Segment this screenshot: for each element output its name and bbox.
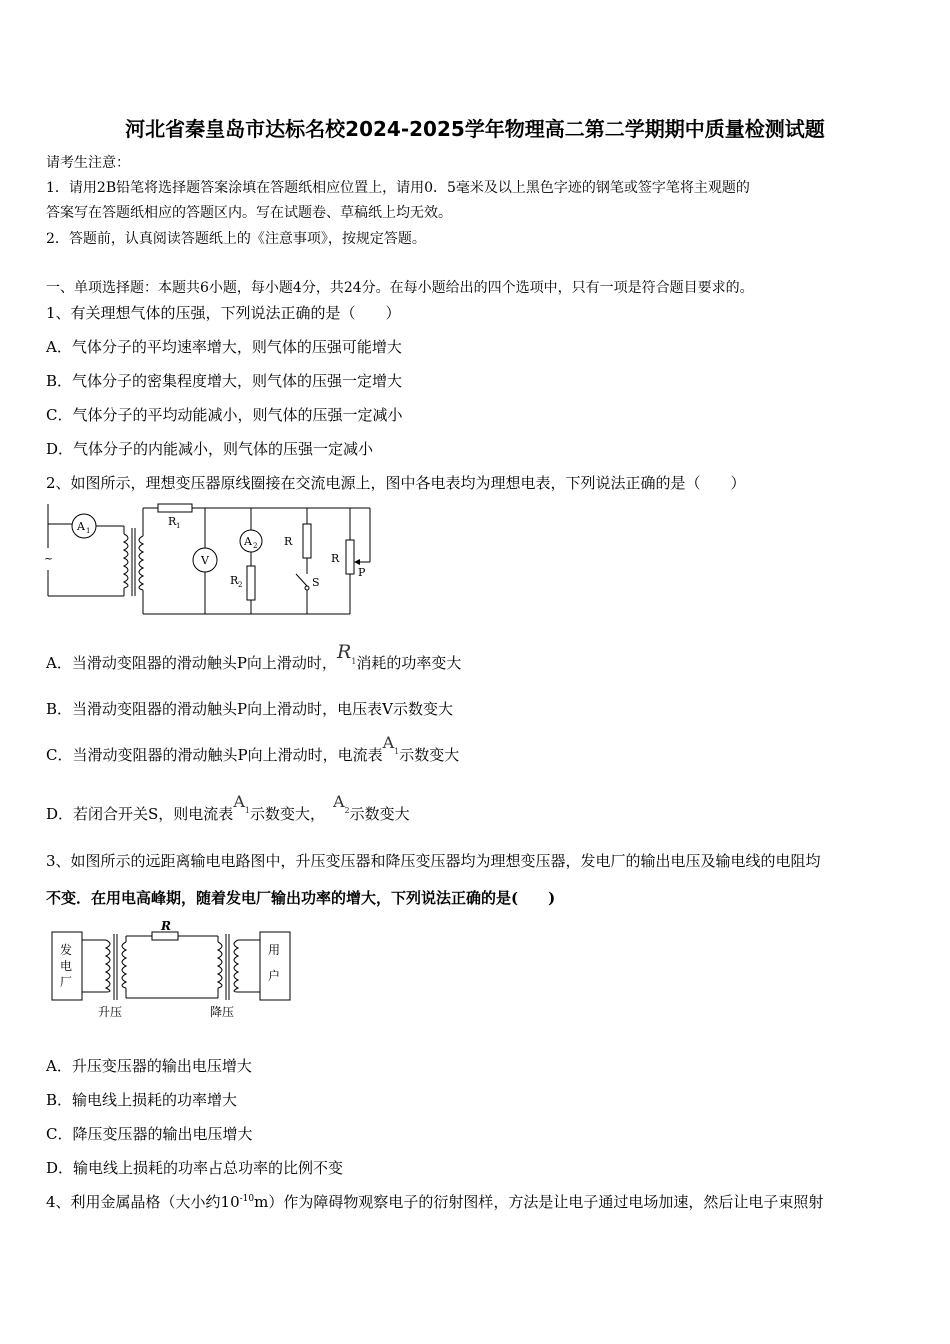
svg-text:V: V bbox=[201, 554, 209, 567]
notice-line-1: 1．请用2B铅笔将选择题答案涂填在答题纸相应位置上，请用0．5毫米及以上黑色字迹的钢笔或签字笔将主观题的 bbox=[46, 180, 750, 196]
q1-option-d: D．气体分子的内能减小，则气体的压强一定减小 bbox=[46, 440, 374, 458]
svg-text:R: R bbox=[284, 535, 293, 548]
q1-option-c: C．气体分子的平均动能减小，则气体的压强一定减小 bbox=[46, 406, 403, 424]
page-title: 河北省秦皇岛市达标名校2024-2025学年物理高二第二学期期中质量检测试题 bbox=[125, 117, 825, 141]
q4-stem: 4、利用金属晶格（大小约$10^{-10}m$）作为障碍物观察电子的衍射图样，方法是让电子通过电场加速，然后让电子束照射 bbox=[46, 1193, 824, 1211]
a1-symbol: A bbox=[233, 792, 245, 811]
q2-option-b: B．当滑动变阻器的滑动触头P向上滑动时，电压表V示数变大 bbox=[46, 700, 453, 718]
svg-text:A: A bbox=[77, 520, 85, 533]
svg-text:1: 1 bbox=[176, 522, 181, 530]
notice-line-3: 2．答题前，认真阅读答题纸上的《注意事项》，按规定答题。 bbox=[46, 231, 426, 247]
q1-option-a: A．气体分子的平均速率增大，则气体的压强可能增大 bbox=[46, 338, 402, 356]
q3-stem-line-1: 3、如图所示的远距离输电电路图中，升压变压器和降压变压器均为理想变压器，发电厂的输出电压及输电线的电阻均 bbox=[46, 852, 821, 870]
svg-text:A: A bbox=[244, 535, 252, 548]
notice-line-2: 答案写在答题纸相应的答题区内。写在试题卷、草稿纸上均无效。 bbox=[46, 205, 452, 221]
svg-text:升压: 升压 bbox=[98, 1005, 123, 1019]
svg-text:2: 2 bbox=[238, 581, 243, 589]
svg-text:降压: 降压 bbox=[210, 1005, 235, 1019]
a1-symbol: A bbox=[382, 733, 395, 752]
q2-option-d: D．若闭合开关S，则电流表$A^1$示数变大，$A^2$示数变大 bbox=[46, 792, 410, 823]
svg-text:厂: 厂 bbox=[60, 975, 73, 989]
q3-option-b: B．输电线上损耗的功率增大 bbox=[46, 1091, 238, 1109]
svg-text:R: R bbox=[161, 920, 171, 933]
notice-heading: 请考生注意： bbox=[46, 155, 130, 171]
svg-text:电: 电 bbox=[60, 959, 73, 973]
q3-option-c: C．降压变压器的输出电压增大 bbox=[46, 1125, 253, 1143]
q3-transmission-figure bbox=[48, 920, 298, 1022]
svg-text:1: 1 bbox=[86, 527, 91, 535]
a2-symbol: A bbox=[332, 792, 345, 811]
q1-option-b: B．气体分子的密集程度增大，则气体的压强一定增大 bbox=[46, 372, 403, 390]
q2-option-a: A．当滑动变阻器的滑动触头P向上滑动时，$R^1$消耗的功率变大 bbox=[46, 641, 462, 672]
svg-text:户: 户 bbox=[268, 969, 281, 983]
svg-text:R: R bbox=[331, 552, 340, 565]
q3-option-a: A．升压变压器的输出电压增大 bbox=[46, 1057, 252, 1075]
svg-text:2: 2 bbox=[253, 542, 258, 550]
svg-text:用: 用 bbox=[268, 943, 281, 957]
r1-symbol: R bbox=[336, 641, 352, 663]
svg-text:R: R bbox=[168, 515, 177, 528]
q2-circuit-figure bbox=[44, 498, 374, 622]
q2-option-c: C．当滑动变阻器的滑动触头P向上滑动时，电流表$A^1$示数变大 bbox=[46, 733, 460, 764]
q3-option-d: D．输电线上损耗的功率占总功率的比例不变 bbox=[46, 1159, 344, 1177]
q3-stem-line-2: 不变．在用电高峰期，随着发电厂输出功率的增大，下列说法正确的是( ) bbox=[46, 889, 556, 907]
section-heading: 一、单项选择题：本题共6小题，每小题4分，共24分。在每小题给出的四个选项中，只有一项是符合题目要求的。 bbox=[46, 280, 754, 296]
svg-text:P: P bbox=[358, 566, 366, 579]
q1-stem: 1、有关理想气体的压强，下列说法正确的是（ ） bbox=[46, 304, 401, 322]
q2-stem: 2、如图所示，理想变压器原线圈接在交流电源上，图中各电表均为理想电表，下列说法正确的是（ ） bbox=[46, 474, 746, 492]
svg-text:~: ~ bbox=[44, 552, 54, 565]
svg-text:发: 发 bbox=[60, 943, 73, 957]
svg-text:R: R bbox=[230, 574, 239, 587]
svg-text:S: S bbox=[312, 576, 320, 589]
